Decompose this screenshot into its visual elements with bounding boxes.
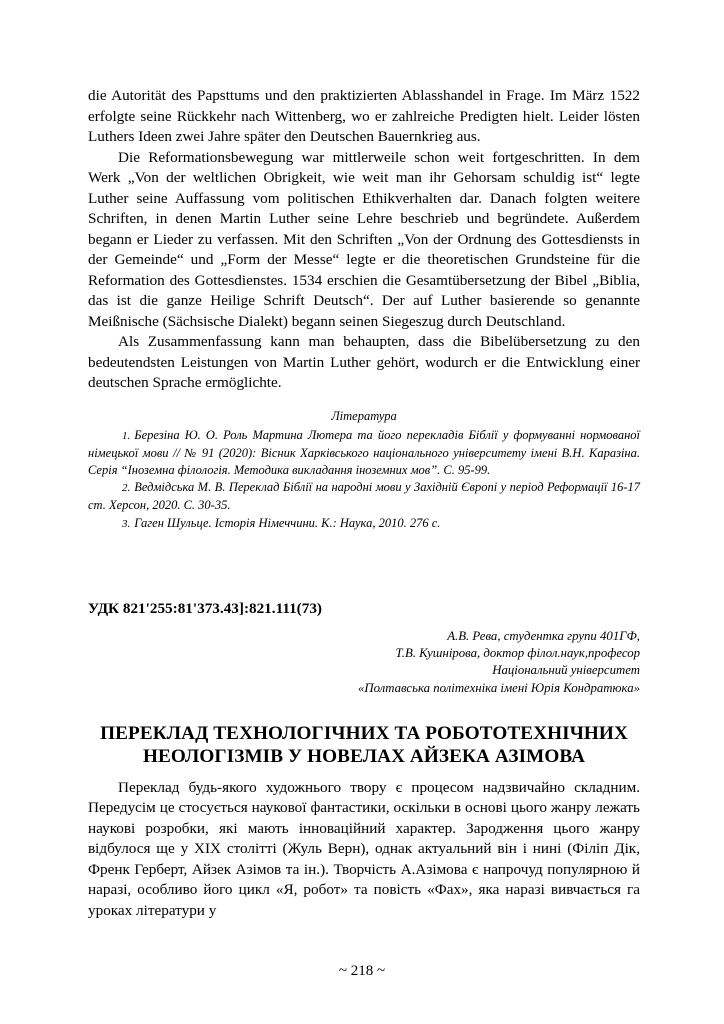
reference-item (88, 427, 640, 480)
author-line: Т.В. Кушнірова, доктор філол.наук,професор (395, 646, 640, 661)
body-paragraph: die Autorität des Papsttums und den praktizierten Ablasshandel in Frage. Im März 1522 erfolgte seine Rückkehr nach Wittenberg, wo er zahlreiche Predigten hielt. Leider lösten Luthers Ideen zwei Jahre später den Deutschen Bauernkrieg aus. (88, 87, 640, 145)
reference-text: Гаген Шульце. Історія Німеччини. К.: Наука, 2010. 276 с. (134, 515, 441, 530)
article-title (88, 722, 640, 768)
body-paragraph: Als Zusammenfassung kann man behaupten, dass die Bibelübersetzung zu den bedeutendsten Leistungen von Martin Luther gehört, wodurch er die Entwicklung einer deutschen Sprache ermöglichte. (88, 333, 640, 391)
reference-item (88, 479, 640, 514)
author-line: «Полтавська політехніка імені Юрія Кондратюка» (357, 680, 640, 695)
reference-text: Березіна Ю. О. Роль Мартина Лютера та його перекладів Біблії у формуванні нормованої німецької мови // № 91 (2020): Вісник Харківського національного університету імені В.Н. Каразіна. Серія “Іноземна філологія. Методика викладання іноземних мов”. С. 95-99. (88, 427, 640, 477)
literature-heading: Література (331, 408, 397, 423)
author-line: А.В. Рева, студентка групи 401ГФ, (447, 628, 640, 643)
literature-list (88, 427, 640, 533)
page-number: ~ 218 ~ (338, 963, 386, 979)
body-paragraph: Die Reformationsbewegung war mittlerweile schon weit fortgeschritten. In dem Werk „Von der weltlichen Obrigkeit, wie weit man ihr Gehorsam schuldig ist“ legte Luther seine Auffassung vom politischen Ethikverhalten dar. Danach folgten weitere Schriften, in denen Martin Luther seine Lehre beschrieb und begründete. Außerdem begann er Lieder zu verfassen. Mit den Schriften „Von der Ordnung des Gottesdiensts in der Gemeinde“ und „Form der Messe“ legte er die theoretischen Grundsteine für die Reformation des Gottesdienstes. 1534 erschien die Gesamtübersetzung der Bibel „Biblia, das ist die ganze Heilige Schrift Deutsch“. Der auf Luther basierende so genannte Meißnische (Sächsische Dialekt) begann seinen Siegeszug durch Deutschland. (88, 148, 640, 330)
page-content (88, 86, 640, 921)
article-intro-paragraph: Переклад будь-якого художнього твору є процесом надзвичайно складним. Передусім це стосується наукової фантастики, оскільки в основі цього жанру лежать наукові розробки, які мають інноваційний характер. Зародження цього жанру відбулося ще у ХІХ столітті (Жуль Верн), однак актуальний він і нині (Філіп Дік, Френк Герберт, Айзек Азімов та ін.). Творчість А.Азімова є напрочуд популярною й наразі, особливо його цикл «Я, робот» та повість «Фах», яка наразі вивчається га уроках літератури у (88, 778, 640, 919)
reference-item (88, 515, 640, 533)
article-title-line: ПЕРЕКЛАД ТЕХНОЛОГІЧНИХ ТА РОБОТОТЕХНІЧНИХ (100, 722, 628, 744)
reference-number: 2. (122, 482, 131, 495)
udk-code: УДК 821'255:81'373.43]:821.111(73) (88, 599, 322, 617)
article-title-line: НЕОЛОГІЗМІВ У НОВЕЛАХ АЙЗЕКА АЗІМОВА (142, 745, 586, 767)
reference-number: 3. (122, 517, 131, 530)
reference-text: Ведмідська М. В. Переклад Біблії на народні мови у Західній Європі у період Реформації 16-17 ст. Херсон, 2020. С. 30-35. (88, 480, 640, 513)
reference-number: 1. (122, 429, 131, 442)
author-line: Національний університет (492, 663, 640, 678)
author-block (88, 628, 640, 697)
